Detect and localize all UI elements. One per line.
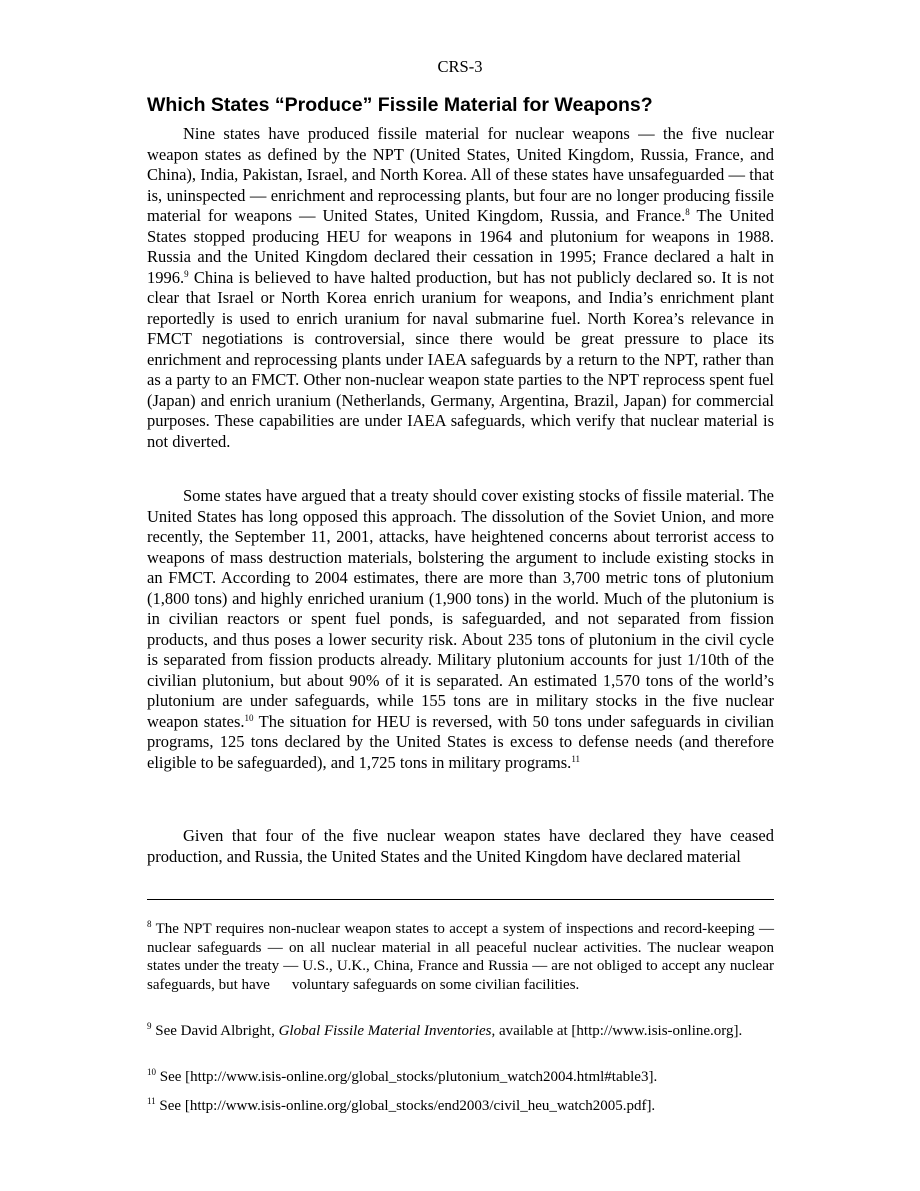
footnote-10 bbox=[147, 1068, 774, 1087]
paragraph-text: The United States stopped producing HEU for weapons in 1964 and plutonium for weapons in 1988. Russia and the United Kingdom declared their cessation in 1995; France declared a halt in 1996. bbox=[147, 206, 774, 287]
footnote-text: , available at [http://www.isis-online.org]. bbox=[491, 1023, 743, 1039]
body-paragraph-existing-stocks bbox=[147, 486, 774, 773]
footnote-divider bbox=[147, 899, 774, 900]
paragraph-text: The situation for HEU is reversed, with 50 tons under safeguards in civilian programs, 125 tons declared by the United States is excess to defense needs (and therefore eligible to be safeguarded), and 1,725 tons in military programs. bbox=[147, 711, 774, 772]
footnote-marker: 9 bbox=[147, 1021, 152, 1031]
cited-title: Global Fissile Material Inventories bbox=[278, 1023, 492, 1039]
footnote-marker: 10 bbox=[147, 1067, 156, 1077]
paragraph-text: Nine states have produced fissile material for nuclear weapons — the five nuclear weapon states as defined by the NPT (United States, United Kingdom, Russia, France, and China), India, Pakistan, Israel, and North Korea. All of these states have unsafeguarded — that is, uninspected — enrichment and reprocessing plants, but four are no longer producing fissile material for weapons — United States, United Kingdom, Russia, and France. bbox=[147, 124, 774, 225]
footnote-ref-8: 8 bbox=[685, 207, 690, 217]
page-number-header: CRS-3 bbox=[437, 57, 483, 76]
footnote-11 bbox=[147, 1097, 774, 1116]
footnote-text: See [http://www.isis-online.org/global_stocks/plutonium_watch2004.html#table3]. bbox=[156, 1069, 658, 1085]
paragraph-text: Some states have argued that a treaty should cover existing stocks of fissile material. The United States has long opposed this approach. The dissolution of the Soviet Union, and more recently, the September 11, 2001, attacks, have heightened concerns about terrorist access to weapons of mass destruction materials, bolstering the argument to include existing stocks in an FMCT. According to 2004 estimates, there are more than 3,700 metric tons of plutonium (1,800 tons) and highly enriched uranium (1,900 tons) in the world. Much of the plutonium is in civilian reactors or spent fuel ponds, is safeguarded, and not separated from fission products, and thus poses a lower security risk. About 235 tons of plutonium in the civil cycle is separated from fission products already. Military plutonium accounts for just 1/10th of the civilian plutonium, but about 90% of it is separated. An estimated 1,570 tons of the world’s plutonium are under safeguards, while 155 tons are in military stocks in the five nuclear weapon states. bbox=[147, 486, 774, 731]
footnote-ref-9: 9 bbox=[184, 268, 189, 279]
section-heading: Which States “Produce” Fissile Material for Weapons? bbox=[147, 94, 653, 116]
footnote-9 bbox=[147, 1022, 774, 1041]
paragraph-text: Given that four of the five nuclear weapon states have declared they have ceased production, and Russia, the United States and the United Kingdom have declared material bbox=[147, 826, 774, 866]
footnote-marker: 8 bbox=[147, 919, 152, 929]
body-paragraph-producers bbox=[147, 124, 774, 452]
body-paragraph-ceased-production bbox=[147, 826, 774, 867]
paragraph-text: China is believed to have halted production, but has not publicly declared so. It is not clear that Israel or North Korea enrich uranium for weapons, and India’s enrichment plant reportedly is used to enrich uranium for naval submarine fuel. North Korea’s relevance in FMCT negotiations is controversial, since there would be great pressure to place its enrichment and reprocessing plants under IAEA safeguards by a return to the NPT, rather than as a party to an FMCT. Other non-nuclear weapon state parties to the NPT reprocess spent fuel (Japan) and enrich uranium (Netherlands, Germany, Argentina, Brazil, Japan) for commercial purposes. These capabilities are under IAEA safeguards, which verify that nuclear material is not diverted. bbox=[147, 267, 774, 451]
footnote-marker: 11 bbox=[147, 1096, 156, 1106]
footnote-ref-10: 10 bbox=[244, 712, 254, 723]
footnote-text: See [http://www.isis-online.org/global_stocks/end2003/civil_heu_watch2005.pdf]. bbox=[155, 1098, 656, 1114]
footnote-8 bbox=[147, 920, 774, 994]
footnote-text: The NPT requires non-nuclear weapon states to accept a system of inspections and record-keeping — nuclear safeguards — on all nuclear material in all peaceful nuclear activities. The nuclear weapon states under the treaty — U.S., U.K., China, France and Russia — are not obliged to accept any nuclear safeguards, but have bbox=[147, 921, 774, 993]
footnote-text: voluntary safeguards on some civilian facilities. bbox=[291, 976, 580, 993]
footnote-text: See David Albright, bbox=[151, 1023, 279, 1039]
footnote-ref-11: 11 bbox=[571, 753, 580, 764]
